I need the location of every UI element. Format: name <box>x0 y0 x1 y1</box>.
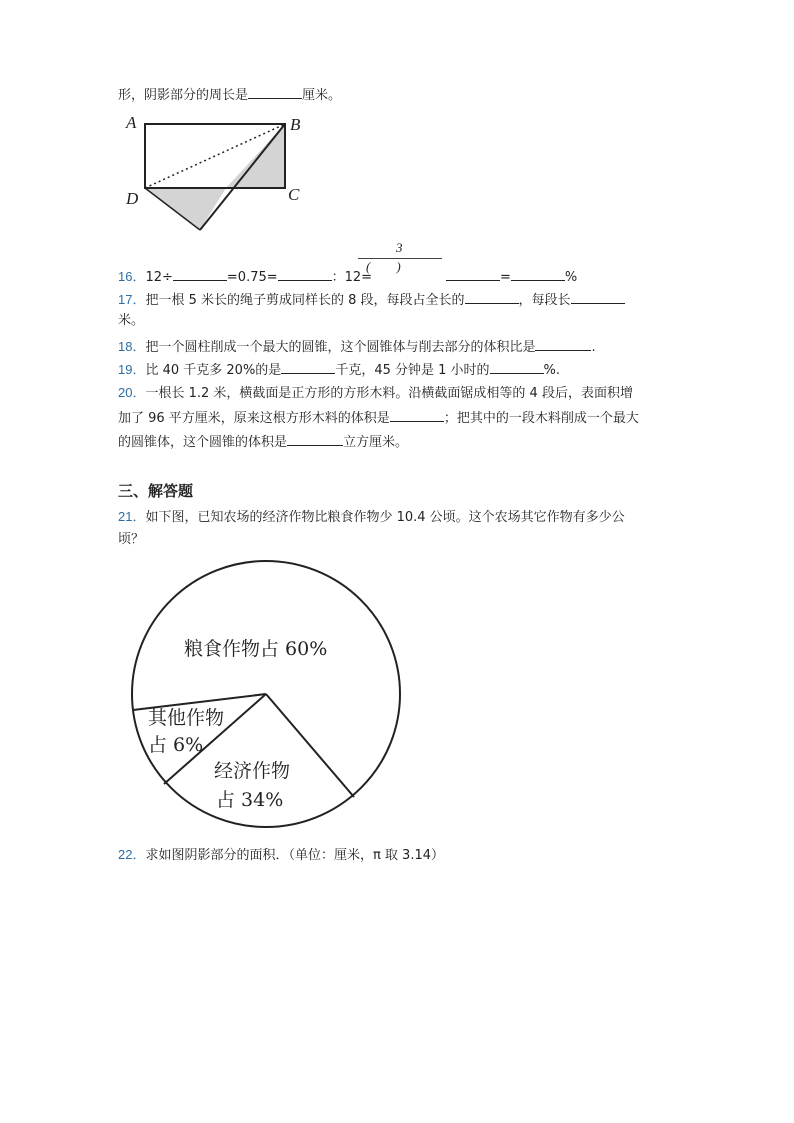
section-title: 三、解答题 <box>118 482 194 500</box>
q15-tail: 形，阴影部分的周长是 <box>118 88 249 103</box>
pie-label-grain: 粮食作物占 60% <box>184 638 328 660</box>
q20-line1 <box>118 384 633 403</box>
q19-blank-2[interactable] <box>490 359 544 374</box>
q17-line1 <box>118 289 625 310</box>
q16-part1: 12÷ <box>145 270 173 285</box>
q20-number: 20． <box>118 385 146 400</box>
q21-pie-chart <box>120 552 420 842</box>
q20-line2b: ；把其中的一段木料削成一个最大 <box>443 411 639 426</box>
q15-unit: 厘米。 <box>302 88 342 103</box>
q18-text1: 把一个圆柱削成一个最大的圆锥，这个圆锥体与削去部分的体积比是 <box>145 340 536 355</box>
q19-number: 19． <box>118 362 146 377</box>
q16 <box>118 266 372 287</box>
pie-label-other-1: 其他作物 <box>148 707 225 729</box>
q16-fraction[interactable] <box>356 240 442 276</box>
q19-blank-1[interactable] <box>281 359 335 374</box>
q20-line3b: 立方厘米。 <box>343 435 409 450</box>
q19-text2: 千克，45 分钟是 1 小时的 <box>335 363 490 378</box>
q16-right <box>446 266 577 287</box>
q16-blank-4[interactable] <box>511 266 565 281</box>
q19-text3: %. <box>543 363 561 378</box>
q17-number: 17． <box>118 292 146 307</box>
q17-text2: ，每段长 <box>518 293 571 308</box>
q20-blank-2[interactable] <box>287 431 343 446</box>
q21-line1 <box>118 508 625 527</box>
q19 <box>118 359 560 380</box>
q22-number: 22． <box>118 847 146 862</box>
q17-text3: 米。 <box>118 313 145 328</box>
q20-line3 <box>118 431 408 452</box>
q16-blank-2[interactable] <box>278 266 332 281</box>
q18-blank[interactable] <box>535 336 591 351</box>
q16-blank-3[interactable] <box>446 266 500 281</box>
q16-part4: = <box>500 270 511 285</box>
q21-line2 <box>118 531 144 549</box>
q18-text2: . <box>591 340 596 355</box>
q17-blank-1[interactable] <box>465 289 519 304</box>
label-d: D <box>126 189 139 208</box>
q22-text: 求如图阴影部分的面积．（单位：厘米，π 取 3.14） <box>145 848 445 863</box>
pie-label-econ-2: 占 34% <box>216 789 284 811</box>
q21-line2-text: 顷？ <box>118 532 145 547</box>
pie-label-other-2: 占 6% <box>148 734 204 756</box>
q21-number: 21． <box>118 509 146 524</box>
q17-line2 <box>118 312 144 330</box>
q16-part2: =0.75= <box>226 270 278 285</box>
label-b: B <box>290 115 301 134</box>
q16-fraction-denominator: ( ) <box>366 259 401 274</box>
q20-line1-text: 一根长 1.2 米，横截面是正方形的方形木料。沿横截面锯成相等的 4 段后，表面积增 <box>145 386 633 401</box>
q16-number: 16． <box>118 269 146 284</box>
q18-number: 18． <box>118 339 146 354</box>
q17-blank-2[interactable] <box>571 289 625 304</box>
q16-part3: ：12= <box>331 270 373 285</box>
q20-blank-1[interactable] <box>390 407 444 422</box>
q18 <box>118 336 596 357</box>
q16-fraction-numerator: 3 <box>396 240 403 255</box>
q22 <box>118 846 444 865</box>
q21-line1-text: 如下图，已知农场的经济作物比粮食作物少 10.4 公顷。这个农场其它作物有多少公 <box>145 510 625 525</box>
q17-text1: 把一根 5 米长的绳子剪成同样长的 8 段，每段占全长的 <box>145 293 465 308</box>
shaded-triangle-bottom <box>145 188 226 230</box>
label-a: A <box>126 113 137 132</box>
q19-text1: 比 40 千克多 20%的是 <box>145 363 282 378</box>
q15-text <box>118 84 341 105</box>
pie-label-econ-1: 经济作物 <box>214 760 291 782</box>
q20-line3a: 的圆锥体，这个圆锥的体积是 <box>118 435 288 450</box>
q20-line2 <box>118 407 639 428</box>
q20-line2a: 加了 96 平方厘米，原来这根方形木料的体积是 <box>118 411 390 426</box>
label-c: C <box>288 185 300 204</box>
q15-answer-blank[interactable] <box>248 84 302 99</box>
q16-part5: % <box>564 270 578 285</box>
q16-blank-1[interactable] <box>173 266 227 281</box>
q15-rectangle-figure <box>120 108 320 238</box>
